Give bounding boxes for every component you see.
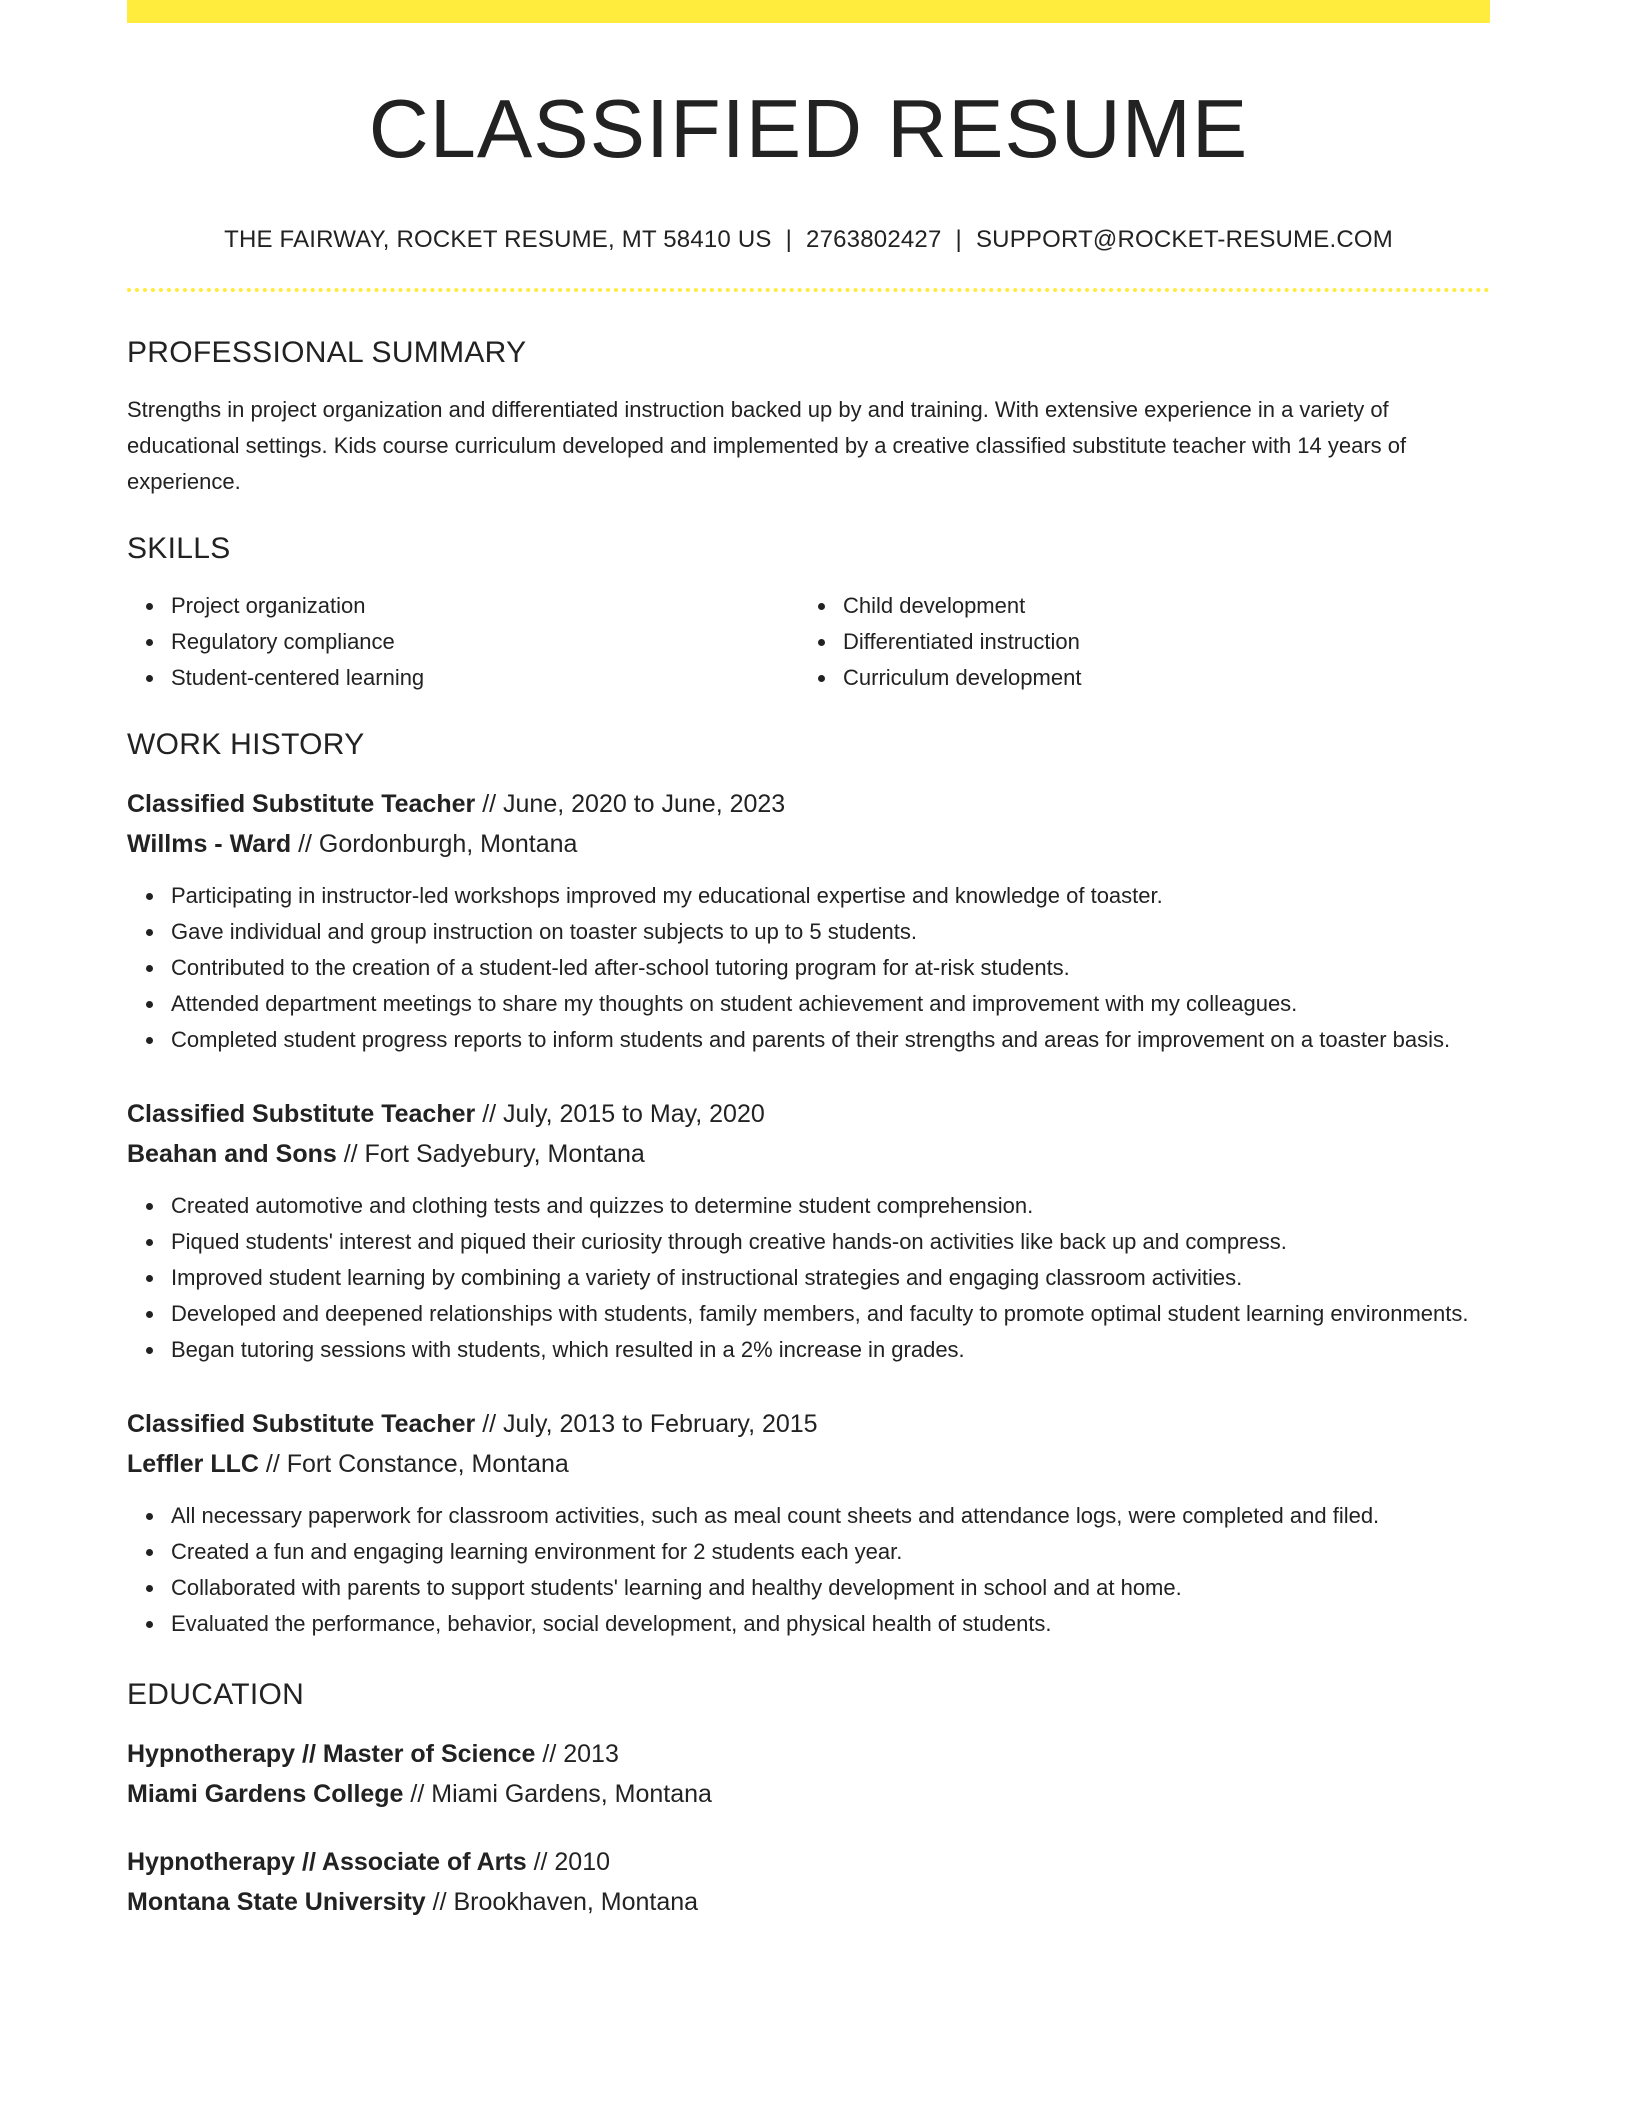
job-entry [127, 1094, 1490, 1368]
skill-item: Regulatory compliance [171, 624, 799, 660]
education-location: // Miami Gardens, Montana [403, 1780, 712, 1809]
job-bullet: Contributed to the creation of a student-led after-school tutoring program for at-risk students. [171, 950, 1490, 986]
job-title-line [127, 1404, 1490, 1444]
education-location: // Brookhaven, Montana [425, 1888, 699, 1917]
education-school: Miami Gardens College [127, 1780, 404, 1809]
contact-separator: | [785, 226, 793, 254]
education-degree-line [127, 1842, 1490, 1882]
job-entry [127, 784, 1490, 1058]
job-dates: // June, 2020 to June, 2023 [475, 790, 786, 819]
skill-item: Student-centered learning [171, 660, 799, 696]
job-bullet: Began tutoring sessions with students, which resulted in a 2% increase in grades. [171, 1332, 1490, 1368]
job-entry [127, 1404, 1490, 1642]
job-bullet: Improved student learning by combining a variety of instructional strategies and engaging classroom activities. [171, 1260, 1490, 1296]
job-company-line [127, 1444, 1490, 1484]
job-bullet: Gave individual and group instruction on toaster subjects to up to 5 students. [171, 914, 1490, 950]
job-company: Beahan and Sons [127, 1140, 337, 1169]
work-history-heading: WORK HISTORY [127, 728, 365, 762]
skill-item: Child development [843, 588, 1471, 624]
job-location: // Fort Sadyebury, Montana [336, 1140, 645, 1169]
skill-item: Project organization [171, 588, 799, 624]
education-school-line [127, 1882, 1490, 1922]
job-title-line [127, 1094, 1490, 1134]
education-entry [127, 1734, 1490, 1814]
job-location: // Fort Constance, Montana [258, 1450, 569, 1479]
job-bullet: Developed and deepened relationships with students, family members, and faculty to promote optimal student learning environments. [171, 1296, 1490, 1332]
job-role: Classified Substitute Teacher [127, 1100, 476, 1129]
job-location: // Gordonburgh, Montana [291, 830, 578, 859]
skills-column-right [799, 588, 1471, 696]
education-year: // 2013 [535, 1740, 619, 1769]
job-role: Classified Substitute Teacher [127, 790, 476, 819]
education-degree: Hypnotherapy // Associate of Arts [127, 1848, 527, 1877]
job-bullet-list [127, 1188, 1490, 1368]
skills-column-left [127, 588, 799, 696]
job-bullet: Collaborated with parents to support students' learning and healthy development in school and at home. [171, 1570, 1490, 1606]
education-school-line [127, 1774, 1490, 1814]
top-accent-bar [127, 0, 1490, 23]
job-bullet: Participating in instructor-led workshops improved my educational expertise and knowledge of toaster. [171, 878, 1490, 914]
job-bullet: Created a fun and engaging learning environment for 2 students each year. [171, 1534, 1490, 1570]
job-dates: // July, 2015 to May, 2020 [475, 1100, 765, 1129]
skill-item: Curriculum development [843, 660, 1471, 696]
job-bullet: Piqued students' interest and piqued their curiosity through creative hands-on activities like back up and compress. [171, 1224, 1490, 1260]
resume-name: CLASSIFIED RESUME [368, 82, 1249, 175]
job-bullet-list [127, 1498, 1490, 1642]
job-company-line [127, 824, 1490, 864]
job-title-line [127, 784, 1490, 824]
job-role: Classified Substitute Teacher [127, 1410, 476, 1439]
contact-email: SUPPORT@ROCKET-RESUME.COM [975, 226, 1393, 254]
job-bullet: Attended department meetings to share my thoughts on student achievement and improvement with my colleagues. [171, 986, 1490, 1022]
summary-text: Strengths in project organization and differentiated instruction backed up by and training. With extensive experience in a variety of educational settings. Kids course curriculum developed and implemented by a creative classified substitute teacher with 14 years of experience. [127, 397, 1407, 495]
skill-item: Differentiated instruction [843, 624, 1471, 660]
education-degree: Hypnotherapy // Master of Science [127, 1740, 536, 1769]
education-entry [127, 1842, 1490, 1922]
contact-phone: 2763802427 [806, 226, 942, 254]
dotted-divider [127, 288, 1490, 292]
job-bullet: Evaluated the performance, behavior, social development, and physical health of students. [171, 1606, 1490, 1642]
contact-line [127, 226, 1490, 254]
summary-heading: PROFESSIONAL SUMMARY [127, 336, 527, 370]
job-dates: // July, 2013 to February, 2015 [475, 1410, 818, 1439]
education-year: // 2010 [526, 1848, 611, 1877]
job-bullet: Completed student progress reports to inform students and parents of their strengths and areas for improvement on a toaster basis. [171, 1022, 1490, 1058]
skills-heading: SKILLS [127, 532, 231, 566]
contact-separator: | [955, 226, 962, 254]
contact-address: THE FAIRWAY, ROCKET RESUME, MT 58410 US [224, 226, 772, 254]
education-degree-line [127, 1734, 1490, 1774]
job-bullet-list [127, 878, 1490, 1058]
education-heading: EDUCATION [127, 1678, 305, 1712]
job-bullet: Created automotive and clothing tests and quizzes to determine student comprehension. [171, 1188, 1490, 1224]
job-company: Leffler LLC [127, 1450, 259, 1479]
job-company: Willms - Ward [127, 830, 292, 859]
job-bullet: All necessary paperwork for classroom activities, such as meal count sheets and attendance logs, were completed and filed. [171, 1498, 1490, 1534]
resume-page [127, 0, 1490, 1922]
education-school: Montana State University [127, 1888, 426, 1917]
job-company-line [127, 1134, 1490, 1174]
skills-list [127, 588, 1490, 696]
